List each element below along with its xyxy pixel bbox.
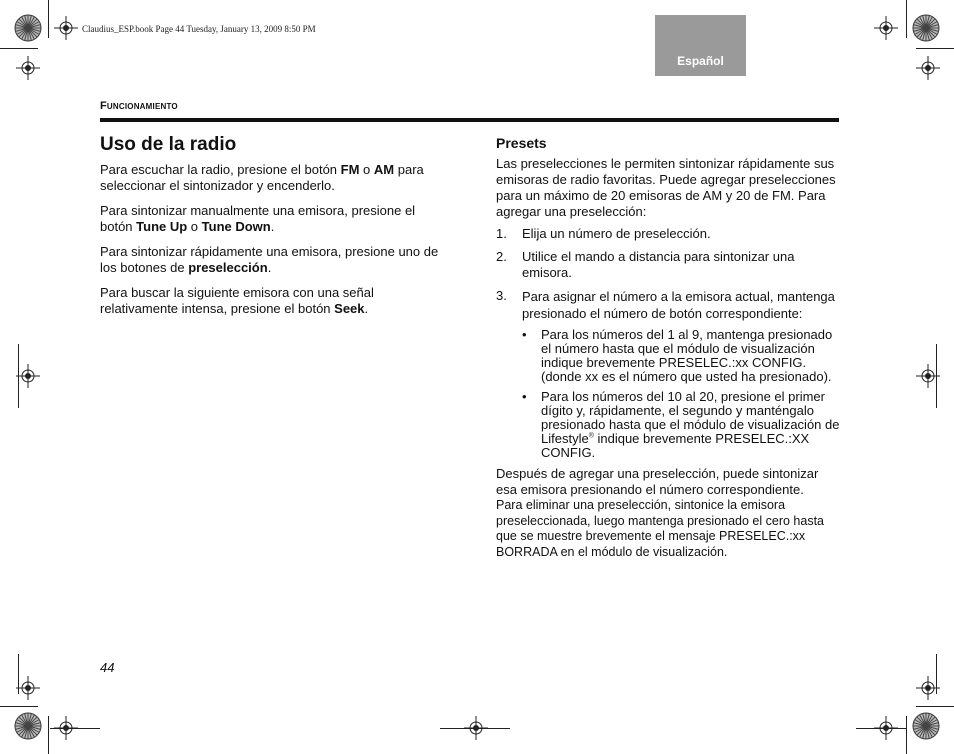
registration-mark-icon bbox=[16, 364, 40, 388]
crop-line bbox=[856, 728, 906, 729]
color-target-icon bbox=[912, 712, 940, 740]
language-tab bbox=[655, 15, 746, 76]
paragraph-seek: Para buscar la siguiente emisora con una señal relativamente intensa, presione el botón Seek. bbox=[100, 285, 374, 316]
page-number: 44 bbox=[100, 660, 115, 675]
registration-mark-icon bbox=[16, 676, 40, 700]
crop-line bbox=[50, 728, 100, 729]
crop-line bbox=[936, 654, 937, 694]
presets-heading: Presets bbox=[496, 135, 547, 151]
registration-mark-icon bbox=[874, 16, 898, 40]
crop-line bbox=[906, 0, 907, 38]
paragraph-remove-preset: Para eliminar una preselección, sintonice la emisora preseleccionada, luego mantenga presionado el cero hasta que se muestre brevemente el mensaje PRESELEC.:xx BORRADA en el módulo de visualización. bbox=[496, 498, 825, 559]
left-column bbox=[100, 134, 450, 326]
crop-line bbox=[48, 716, 49, 754]
crop-line bbox=[440, 728, 510, 729]
color-target-icon bbox=[912, 14, 940, 42]
paragraph-quick-tune: Para sintonizar rápidamente una emisora, presione uno de los botones de preselección. bbox=[100, 244, 439, 275]
section-label: Funcionamiento bbox=[100, 100, 178, 112]
bullet-item: • Para los números del 10 al 20, presione el primer dígito y, rápidamente, el segundo y manténgalo presionado hasta que el módulo de visualización de Lifestyle® indique brevemente PRESELEC.:XX CONFIG. bbox=[522, 389, 840, 460]
page-title: Uso de la radio bbox=[100, 134, 237, 155]
crop-line bbox=[18, 344, 19, 408]
paragraph-manual-tune: Para sintonizar manualmente una emisora, presione el botón Tune Up o Tune Down. bbox=[100, 203, 416, 234]
color-target-icon bbox=[14, 14, 42, 42]
step-item: 3. Para asignar el número a la emisora actual, mantenga presionado el número de botón correspondiente: bbox=[496, 288, 835, 321]
presets-intro: Las preselecciones le permiten sintonizar rápidamente sus emisoras de radio favoritas. Puede agregar preselecciones para un máximo de 20 emisoras de AM y 20 de FM. Para agregar una preselección: bbox=[496, 156, 836, 219]
paragraph-fm-am: Para escuchar la radio, presione el botón FM o AM para seleccionar el sintonizador y encenderlo. bbox=[100, 162, 424, 193]
print-header: Claudius_ESP.book Page 44 Tuesday, January 13, 2009 8:50 PM bbox=[82, 24, 316, 34]
section-divider bbox=[100, 118, 839, 122]
registration-mark-icon bbox=[16, 56, 40, 80]
crop-line bbox=[916, 706, 954, 707]
paragraph-after-add: Después de agregar una preselección, puede sintonizar esa emisora presionando el número correspondiente. bbox=[496, 466, 819, 497]
step-item: 2. Utilice el mando a distancia para sintonizar una emisora. bbox=[496, 249, 795, 280]
registration-mark-icon bbox=[916, 56, 940, 80]
bullet-list bbox=[522, 328, 841, 460]
crop-line bbox=[916, 48, 954, 49]
color-target-icon bbox=[14, 712, 42, 740]
crop-line bbox=[936, 344, 937, 408]
registration-mark-icon bbox=[54, 16, 78, 40]
step-item: 1. Elija un número de preselección. bbox=[496, 226, 711, 241]
crop-line bbox=[0, 706, 38, 707]
language-tab-label: Español bbox=[677, 54, 724, 68]
crop-line bbox=[0, 48, 38, 49]
crop-line bbox=[18, 654, 19, 694]
crop-line bbox=[48, 0, 49, 38]
bullet-item: • Para los números del 1 al 9, mantenga presionado el número hasta que el módulo de visualización indique brevemente PRESELEC.:xx CONFIG.(donde xx es el número que usted ha presionado). bbox=[522, 327, 833, 384]
crop-line bbox=[906, 716, 907, 754]
right-column bbox=[496, 134, 841, 560]
